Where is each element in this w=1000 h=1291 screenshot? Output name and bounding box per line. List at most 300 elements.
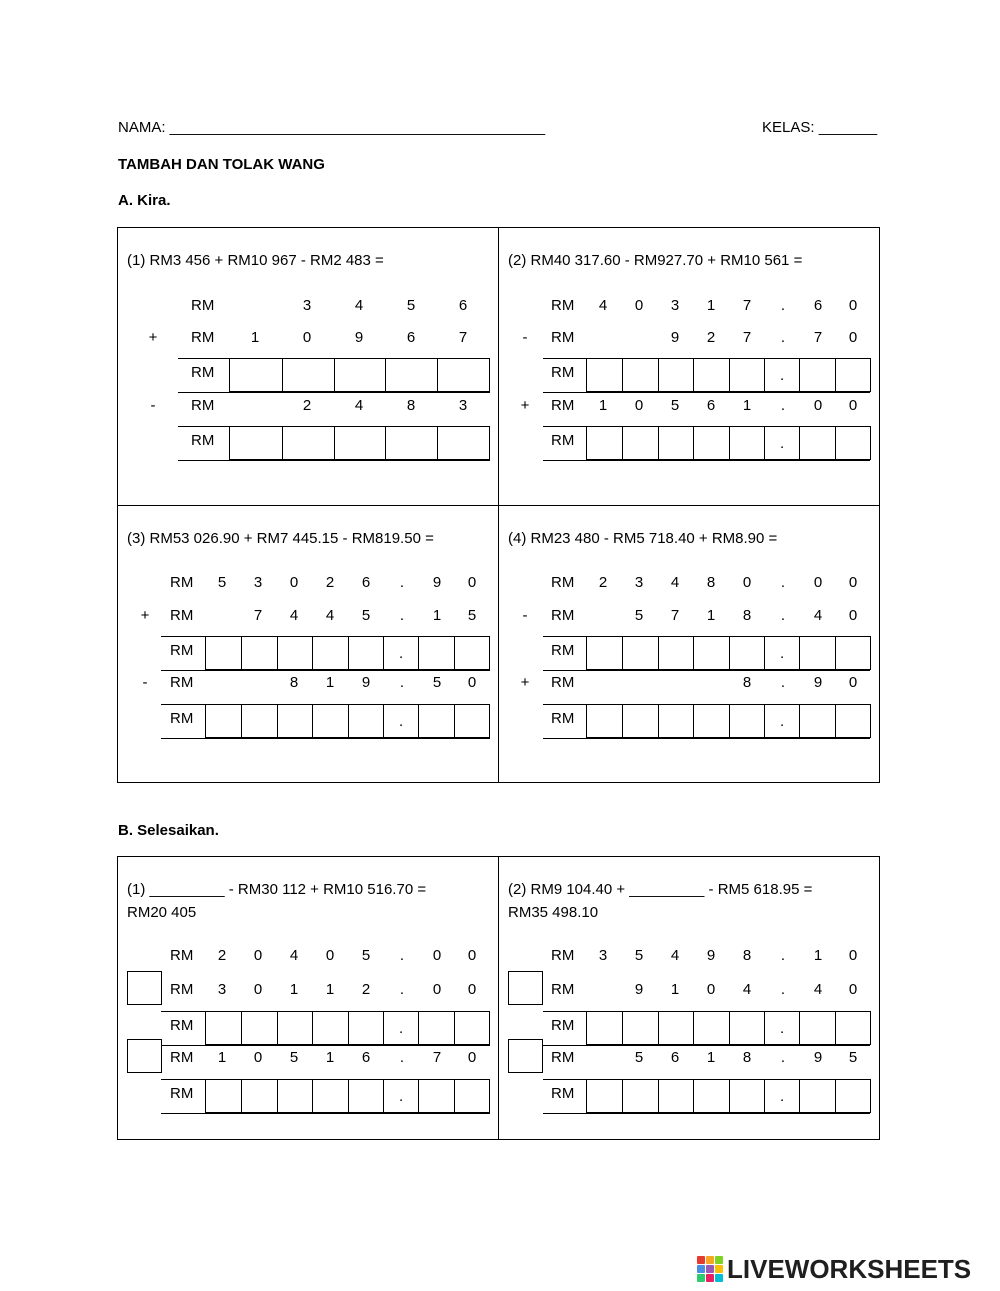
currency-label: RM <box>551 1049 575 1066</box>
answer-digit-box[interactable] <box>799 359 834 391</box>
answer-digit-box[interactable] <box>312 1080 347 1112</box>
digit-cell: 0 <box>467 674 477 691</box>
digit-cell: 6 <box>361 1049 371 1066</box>
answer-box-row <box>229 426 490 460</box>
digit-cell: 6 <box>361 574 371 591</box>
digit-cell: 0 <box>253 1049 263 1066</box>
digit-cell: . <box>399 981 405 998</box>
answer-digit-box[interactable] <box>693 705 728 737</box>
digit-cell: 0 <box>467 1049 477 1066</box>
digit-cell: 5 <box>406 297 416 314</box>
problem-a4-prompt: (4) RM23 480 - RM5 718.40 + RM8.90 = <box>508 530 778 547</box>
decimal-point: . <box>398 645 404 662</box>
answer-digit-box[interactable] <box>282 427 334 459</box>
digit-cell: 7 <box>253 607 263 624</box>
digit-cell: 5 <box>217 574 227 591</box>
currency-label: RM <box>191 432 215 449</box>
answer-digit-box[interactable] <box>418 705 453 737</box>
digit-cell: 6 <box>458 297 468 314</box>
digit-cell: 0 <box>742 574 752 591</box>
currency-label: RM <box>170 947 194 964</box>
decimal-point-cell <box>764 637 799 669</box>
answer-digit-box[interactable] <box>799 1012 834 1044</box>
digit-cell: 0 <box>432 981 442 998</box>
answer-digit-box[interactable] <box>729 359 764 391</box>
digit-cell: 0 <box>813 397 823 414</box>
answer-digit-box[interactable] <box>729 1080 764 1112</box>
answer-digit-box[interactable] <box>693 427 728 459</box>
answer-digit-box[interactable] <box>587 1012 622 1044</box>
digit-cell: 0 <box>253 981 263 998</box>
answer-digit-box[interactable] <box>835 427 870 459</box>
answer-digit-box[interactable] <box>835 1012 870 1044</box>
answer-digit-box[interactable] <box>693 637 728 669</box>
answer-digit-box[interactable] <box>587 1080 622 1112</box>
answer-digit-box[interactable] <box>658 1012 693 1044</box>
operator-sign: + <box>520 674 530 691</box>
answer-digit-box[interactable] <box>454 637 489 669</box>
currency-label: RM <box>551 947 575 964</box>
digit-cell: 9 <box>706 947 716 964</box>
decimal-point-cell <box>764 1080 799 1112</box>
operator-sign: - <box>522 329 528 346</box>
digit-cell: 7 <box>458 329 468 346</box>
answer-digit-box[interactable] <box>693 1012 728 1044</box>
currency-label: RM <box>170 1017 194 1034</box>
answer-digit-box[interactable] <box>622 637 657 669</box>
operator-sign: + <box>140 607 150 624</box>
digit-cell: . <box>780 674 786 691</box>
answer-digit-box[interactable] <box>454 1012 489 1044</box>
row-separator-line <box>543 670 870 671</box>
logo-square <box>715 1274 723 1282</box>
problem-a3-prompt: (3) RM53 026.90 + RM7 445.15 - RM819.50 = <box>127 530 434 547</box>
digit-cell: 9 <box>354 329 364 346</box>
currency-label: RM <box>551 981 575 998</box>
answer-digit-box[interactable] <box>622 1012 657 1044</box>
operator-sign: - <box>522 607 528 624</box>
answer-digit-box[interactable] <box>622 1080 657 1112</box>
digit-cell: 2 <box>302 397 312 414</box>
answer-box-row <box>229 358 490 392</box>
digit-cell: 6 <box>813 297 823 314</box>
problem-a2-prompt: (2) RM40 317.60 - RM927.70 + RM10 561 = <box>508 252 803 269</box>
answer-digit-box[interactable] <box>230 427 282 459</box>
answer-digit-box[interactable] <box>241 705 276 737</box>
logo-square <box>697 1265 705 1273</box>
currency-label: RM <box>551 607 575 624</box>
decimal-point: . <box>398 1088 404 1105</box>
digit-cell: 0 <box>325 947 335 964</box>
digit-cell: 3 <box>458 397 468 414</box>
decimal-point-cell <box>383 637 418 669</box>
answer-box-row <box>586 1079 871 1113</box>
digit-cell: 5 <box>361 607 371 624</box>
digit-cell: 0 <box>848 607 858 624</box>
liveworksheets-logo <box>697 1255 971 1283</box>
logo-square <box>697 1274 705 1282</box>
answer-digit-box[interactable] <box>729 1012 764 1044</box>
digit-cell: 1 <box>289 981 299 998</box>
answer-digit-box[interactable] <box>277 1012 312 1044</box>
section-a-horizontal-divider <box>117 505 880 506</box>
logo-square <box>697 1256 705 1264</box>
digit-cell: 3 <box>670 297 680 314</box>
answer-box-row <box>205 1079 490 1113</box>
digit-cell: 0 <box>634 297 644 314</box>
currency-label: RM <box>170 1085 194 1102</box>
digit-cell: 7 <box>742 329 752 346</box>
answer-digit-box[interactable] <box>799 427 834 459</box>
logo-square <box>706 1265 714 1273</box>
digit-cell: . <box>780 947 786 964</box>
row-separator-line <box>178 460 490 461</box>
row-separator-line <box>543 1113 870 1114</box>
answer-digit-box[interactable] <box>241 1080 276 1112</box>
currency-label: RM <box>551 1085 575 1102</box>
logo-square <box>715 1256 723 1264</box>
digit-cell: 8 <box>742 947 752 964</box>
digit-cell: 1 <box>432 607 442 624</box>
answer-digit-box[interactable] <box>206 705 241 737</box>
currency-label: RM <box>191 364 215 381</box>
currency-label: RM <box>191 397 215 414</box>
digit-cell: 7 <box>670 607 680 624</box>
problem-b2-prompt-line2: RM35 498.10 <box>508 904 599 921</box>
currency-label: RM <box>551 297 575 314</box>
answer-box-row <box>586 358 871 392</box>
answer-digit-box[interactable] <box>587 637 622 669</box>
digit-cell: 5 <box>670 397 680 414</box>
currency-label: RM <box>551 1017 575 1034</box>
decimal-point: . <box>779 367 785 384</box>
answer-digit-box[interactable] <box>312 637 347 669</box>
answer-digit-box[interactable] <box>835 705 870 737</box>
answer-digit-box[interactable] <box>277 637 312 669</box>
digit-cell: 4 <box>742 981 752 998</box>
digit-cell: 4 <box>354 297 364 314</box>
decimal-point: . <box>779 435 785 452</box>
row-separator-line <box>543 460 870 461</box>
decimal-point: . <box>398 713 404 730</box>
answer-digit-box[interactable] <box>241 637 276 669</box>
digit-cell: 0 <box>848 947 858 964</box>
logo-square <box>706 1256 714 1264</box>
digit-cell: 6 <box>406 329 416 346</box>
digit-cell: 1 <box>598 397 608 414</box>
answer-digit-box[interactable] <box>418 637 453 669</box>
answer-digit-box[interactable] <box>835 1080 870 1112</box>
digit-cell: 5 <box>634 1049 644 1066</box>
digit-cell: 4 <box>670 574 680 591</box>
digit-cell: 5 <box>432 674 442 691</box>
problem-a1-prompt: (1) RM3 456 + RM10 967 - RM2 483 = <box>127 252 384 269</box>
digit-cell: . <box>780 574 786 591</box>
answer-digit-box[interactable] <box>693 359 728 391</box>
name-field-label: NAMA: _____________________________________________ <box>118 119 546 136</box>
digit-cell: 0 <box>432 947 442 964</box>
digit-cell: 8 <box>742 674 752 691</box>
digit-cell: 8 <box>289 674 299 691</box>
digit-cell: 0 <box>634 397 644 414</box>
answer-digit-box[interactable] <box>334 359 386 391</box>
digit-cell: 0 <box>848 297 858 314</box>
class-field-label: KELAS: _______ <box>762 119 878 136</box>
answer-digit-box[interactable] <box>658 637 693 669</box>
answer-digit-box[interactable] <box>206 637 241 669</box>
digit-cell: 7 <box>742 297 752 314</box>
answer-digit-box[interactable] <box>658 427 693 459</box>
operator-answer-box[interactable] <box>508 971 543 1005</box>
answer-box-row <box>586 426 871 460</box>
digit-cell: 9 <box>813 1049 823 1066</box>
digit-cell: 0 <box>467 574 477 591</box>
currency-label: RM <box>170 674 194 691</box>
answer-digit-box[interactable] <box>622 427 657 459</box>
digit-cell: 5 <box>467 607 477 624</box>
operator-sign: + <box>520 397 530 414</box>
answer-digit-box[interactable] <box>658 359 693 391</box>
digit-cell: 9 <box>670 329 680 346</box>
digit-cell: 0 <box>467 981 477 998</box>
digit-cell: . <box>780 329 786 346</box>
currency-label: RM <box>551 710 575 727</box>
problem-b2-prompt-line1: (2) RM9 104.40 + _________ - RM5 618.95 = <box>508 881 813 898</box>
currency-label: RM <box>170 981 194 998</box>
row-separator-line <box>543 1045 870 1046</box>
answer-box-row <box>586 636 871 670</box>
digit-cell: 3 <box>253 574 263 591</box>
problem-b1-prompt-line2: RM20 405 <box>127 904 197 921</box>
digit-cell: 1 <box>813 947 823 964</box>
digit-cell: 8 <box>406 397 416 414</box>
digit-cell: 3 <box>302 297 312 314</box>
digit-cell: 5 <box>361 947 371 964</box>
answer-digit-box[interactable] <box>729 637 764 669</box>
answer-digit-box[interactable] <box>622 359 657 391</box>
logo-square <box>706 1274 714 1282</box>
digit-cell: 4 <box>289 947 299 964</box>
answer-digit-box[interactable] <box>693 1080 728 1112</box>
digit-cell: 0 <box>706 981 716 998</box>
currency-label: RM <box>170 1049 194 1066</box>
answer-digit-box[interactable] <box>587 705 622 737</box>
row-separator-line <box>161 670 490 671</box>
digit-cell: 1 <box>706 297 716 314</box>
digit-cell: 0 <box>813 574 823 591</box>
digit-cell: . <box>780 297 786 314</box>
decimal-point-cell <box>764 359 799 391</box>
answer-digit-box[interactable] <box>799 1080 834 1112</box>
digit-cell: 4 <box>670 947 680 964</box>
digit-cell: 7 <box>813 329 823 346</box>
digit-cell: 9 <box>361 674 371 691</box>
digit-cell: . <box>399 947 405 964</box>
answer-box-row <box>205 1011 490 1045</box>
digit-cell: 1 <box>706 1049 716 1066</box>
digit-cell: 5 <box>634 947 644 964</box>
digit-cell: 0 <box>848 981 858 998</box>
answer-digit-box[interactable] <box>312 705 347 737</box>
digit-cell: 4 <box>325 607 335 624</box>
digit-cell: 1 <box>706 607 716 624</box>
digit-cell: 0 <box>848 574 858 591</box>
currency-label: RM <box>191 329 215 346</box>
answer-digit-box[interactable] <box>206 1080 241 1112</box>
digit-cell: 1 <box>742 397 752 414</box>
digit-cell: 2 <box>361 981 371 998</box>
answer-digit-box[interactable] <box>454 705 489 737</box>
answer-digit-box[interactable] <box>418 1012 453 1044</box>
answer-digit-box[interactable] <box>835 637 870 669</box>
answer-digit-box[interactable] <box>348 637 383 669</box>
digit-cell: 2 <box>217 947 227 964</box>
digit-cell: . <box>399 574 405 591</box>
decimal-point: . <box>398 1020 404 1037</box>
row-separator-line <box>161 1113 490 1114</box>
section-b-heading: B. Selesaikan. <box>118 822 219 839</box>
operator-sign: - <box>150 397 156 414</box>
operator-answer-box[interactable] <box>508 1039 543 1073</box>
answer-digit-box[interactable] <box>799 637 834 669</box>
digit-cell: 0 <box>848 674 858 691</box>
currency-label: RM <box>191 297 215 314</box>
currency-label: RM <box>551 674 575 691</box>
digit-cell: 6 <box>706 397 716 414</box>
answer-digit-box[interactable] <box>437 427 489 459</box>
answer-box-row <box>205 704 490 738</box>
row-separator-line <box>161 738 490 739</box>
digit-cell: 4 <box>813 607 823 624</box>
decimal-point: . <box>779 1020 785 1037</box>
digit-cell: 5 <box>848 1049 858 1066</box>
answer-box-row <box>586 1011 871 1045</box>
digit-cell: 0 <box>848 397 858 414</box>
decimal-point: . <box>779 645 785 662</box>
digit-cell: 1 <box>670 981 680 998</box>
operator-sign: + <box>148 329 158 346</box>
answer-digit-box[interactable] <box>799 705 834 737</box>
decimal-point-cell <box>383 705 418 737</box>
digit-cell: 1 <box>250 329 260 346</box>
problem-b1-prompt-line1: (1) _________ - RM30 112 + RM10 516.70 = <box>127 881 427 898</box>
answer-digit-box[interactable] <box>587 359 622 391</box>
answer-digit-box[interactable] <box>587 427 622 459</box>
answer-digit-box[interactable] <box>437 359 489 391</box>
digit-cell: 1 <box>325 981 335 998</box>
digit-cell: 2 <box>706 329 716 346</box>
answer-digit-box[interactable] <box>348 705 383 737</box>
digit-cell: 1 <box>217 1049 227 1066</box>
currency-label: RM <box>551 364 575 381</box>
digit-cell: 3 <box>598 947 608 964</box>
digit-cell: 5 <box>289 1049 299 1066</box>
digit-cell: 1 <box>325 1049 335 1066</box>
currency-label: RM <box>170 607 194 624</box>
answer-digit-box[interactable] <box>312 1012 347 1044</box>
answer-digit-box[interactable] <box>230 359 282 391</box>
logo-square <box>715 1265 723 1273</box>
digit-cell: 6 <box>670 1049 680 1066</box>
digit-cell: 4 <box>289 607 299 624</box>
digit-cell: 0 <box>289 574 299 591</box>
digit-cell: 8 <box>706 574 716 591</box>
decimal-point: . <box>779 713 785 730</box>
digit-cell: . <box>399 1049 405 1066</box>
answer-digit-box[interactable] <box>277 705 312 737</box>
currency-label: RM <box>170 642 194 659</box>
digit-cell: 9 <box>432 574 442 591</box>
currency-label: RM <box>551 642 575 659</box>
digit-cell: 0 <box>848 329 858 346</box>
decimal-point-cell <box>383 1080 418 1112</box>
row-separator-line <box>178 392 490 393</box>
answer-digit-box[interactable] <box>454 1080 489 1112</box>
currency-label: RM <box>170 710 194 727</box>
currency-label: RM <box>551 329 575 346</box>
digit-cell: 4 <box>813 981 823 998</box>
digit-cell: 9 <box>634 981 644 998</box>
operator-answer-box[interactable] <box>127 971 162 1005</box>
answer-digit-box[interactable] <box>277 1080 312 1112</box>
answer-digit-box[interactable] <box>334 427 386 459</box>
digit-cell: 0 <box>467 947 477 964</box>
digit-cell: 5 <box>634 607 644 624</box>
answer-digit-box[interactable] <box>835 359 870 391</box>
digit-cell: 0 <box>302 329 312 346</box>
section-a-heading: A. Kira. <box>118 192 171 209</box>
answer-digit-box[interactable] <box>348 1012 383 1044</box>
answer-digit-box[interactable] <box>241 1012 276 1044</box>
logo-icon <box>697 1256 723 1282</box>
currency-label: RM <box>551 397 575 414</box>
digit-cell: 1 <box>325 674 335 691</box>
digit-cell: . <box>399 674 405 691</box>
currency-label: RM <box>551 574 575 591</box>
digit-cell: 3 <box>217 981 227 998</box>
decimal-point-cell <box>764 705 799 737</box>
digit-cell: 7 <box>432 1049 442 1066</box>
digit-cell: 2 <box>325 574 335 591</box>
answer-digit-box[interactable] <box>658 1080 693 1112</box>
digit-cell: . <box>780 397 786 414</box>
answer-digit-box[interactable] <box>348 1080 383 1112</box>
answer-digit-box[interactable] <box>729 705 764 737</box>
answer-digit-box[interactable] <box>282 359 334 391</box>
answer-digit-box[interactable] <box>729 427 764 459</box>
worksheet-title: TAMBAH DAN TOLAK WANG <box>118 156 325 173</box>
answer-digit-box[interactable] <box>658 705 693 737</box>
digit-cell: 8 <box>742 607 752 624</box>
digit-cell: 4 <box>354 397 364 414</box>
answer-digit-box[interactable] <box>418 1080 453 1112</box>
answer-box-row <box>586 704 871 738</box>
decimal-point: . <box>779 1088 785 1105</box>
currency-label: RM <box>551 432 575 449</box>
digit-cell: 3 <box>634 574 644 591</box>
answer-digit-box[interactable] <box>385 359 437 391</box>
row-separator-line <box>161 1045 490 1046</box>
answer-digit-box[interactable] <box>206 1012 241 1044</box>
section-b-vertical-divider <box>498 856 499 1140</box>
operator-sign: - <box>142 674 148 691</box>
answer-digit-box[interactable] <box>622 705 657 737</box>
digit-cell: 0 <box>253 947 263 964</box>
digit-cell: . <box>399 607 405 624</box>
operator-answer-box[interactable] <box>127 1039 162 1073</box>
answer-digit-box[interactable] <box>385 427 437 459</box>
row-separator-line <box>543 738 870 739</box>
